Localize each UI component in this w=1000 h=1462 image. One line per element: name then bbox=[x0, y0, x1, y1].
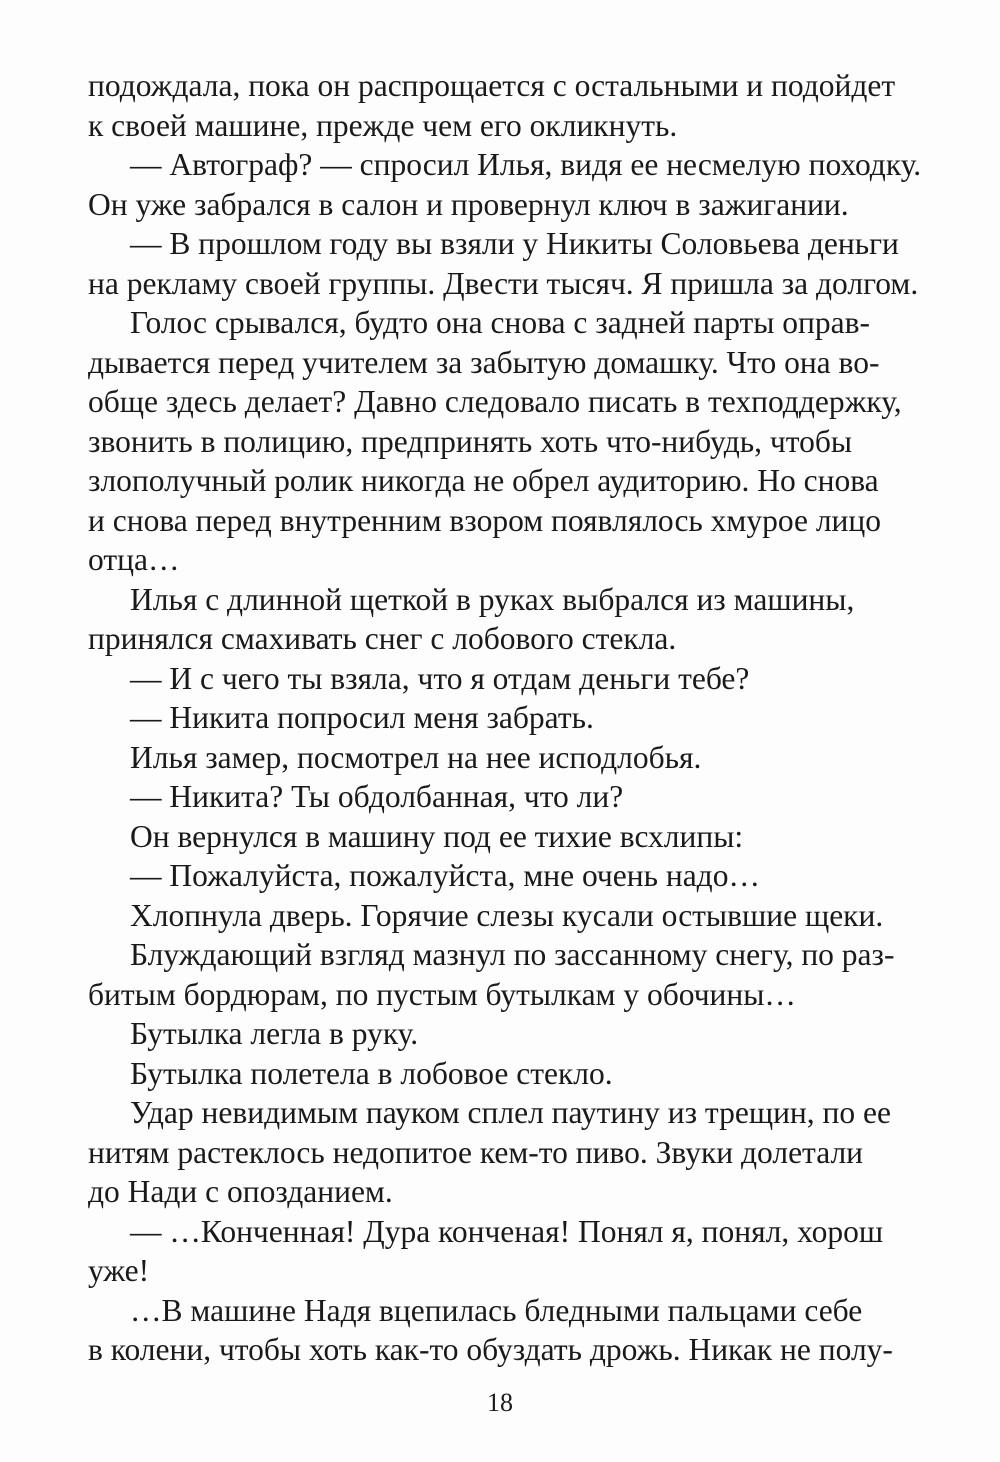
page-number: 18 bbox=[487, 1388, 513, 1417]
text-line: Он вернулся в машину под ее тихие всхлипы: bbox=[130, 818, 744, 854]
text-line: звонить в полицию, предпринять хоть что-нибудь, чтобы bbox=[88, 423, 853, 459]
text-line: Бутылка легла в руку. bbox=[130, 1016, 419, 1051]
text-line: …В машине Надя вцепилась бледными пальцами себе bbox=[130, 1292, 863, 1328]
text-line: Он уже забрался в салон и провернул ключ в зажигании. bbox=[88, 186, 849, 222]
text-line: — …Конченная! Дура конченая! Понял я, понял, хорош bbox=[130, 1213, 884, 1249]
text-line: — Никита? Ты обдолбанная, что ли? bbox=[130, 779, 624, 814]
text-line: Илья замер, посмотрел на нее исподлобья. bbox=[130, 739, 702, 775]
text-line: в колени, чтобы хоть как-то обуздать дрожь. Никак не полу- bbox=[88, 1332, 893, 1367]
text-line: на рекламу своей группы. Двести тысяч. Я пришла за долгом. bbox=[88, 265, 919, 301]
text-line: отца… bbox=[88, 542, 180, 577]
text-line: уже! bbox=[88, 1253, 150, 1288]
text-line: и снова перед внутренним взором появлялось хмурое лицо bbox=[88, 502, 882, 538]
text-line: подождала, пока он распрощается с остальными и подойдет bbox=[88, 68, 896, 103]
text-line: дывается перед учителем за забытую домашку. Что она во- bbox=[88, 344, 880, 380]
text-line: обще здесь делает? Давно следовало писать в техподдержку, bbox=[88, 384, 902, 419]
text-line: нитям растеклось недопитое кем-то пиво. Звуки долетали bbox=[88, 1134, 864, 1170]
text-line: — В прошлом году вы взяли у Никиты Соловьева деньги bbox=[130, 226, 899, 261]
text-line: Хлопнула дверь. Горячие слезы кусали остывшие щеки. bbox=[130, 897, 884, 933]
text-line: — Автограф? — спросил Илья, видя ее несмелую походку. bbox=[130, 147, 922, 182]
text-line: злополучный ролик никогда не обрел аудиторию. Но снова bbox=[88, 463, 879, 498]
text-line: принялся смахивать снег с лобового стекла. bbox=[88, 621, 677, 656]
text-line: — Пожалуйста, пожалуйста, мне очень надо… bbox=[130, 858, 760, 893]
text-line: Удар невидимым пауком сплел паутину из трещин, по ее bbox=[130, 1095, 891, 1130]
page-text bbox=[88, 66, 948, 1370]
text-line: Илья с длинной щеткой в руках выбрался из машины, bbox=[130, 581, 855, 617]
text-line: до Нади с опозданием. bbox=[88, 1174, 393, 1209]
text-line: Голос срывался, будто она снова с задней парты оправ- bbox=[130, 305, 870, 340]
text-line: — И с чего ты взяла, что я отдам деньги тебе? bbox=[130, 660, 750, 696]
text-line: битым бордюрам, по пустым бутылкам у обочины… bbox=[88, 976, 796, 1012]
text-line: Бутылка полетела в лобовое стекло. bbox=[130, 1055, 613, 1091]
text-line: к своей машине, прежде чем его окликнуть. bbox=[88, 107, 678, 143]
text-line: — Никита попросил меня забрать. bbox=[130, 700, 594, 735]
text-line: Блуждающий взгляд мазнул по зассанному снегу, по раз- bbox=[130, 937, 895, 972]
